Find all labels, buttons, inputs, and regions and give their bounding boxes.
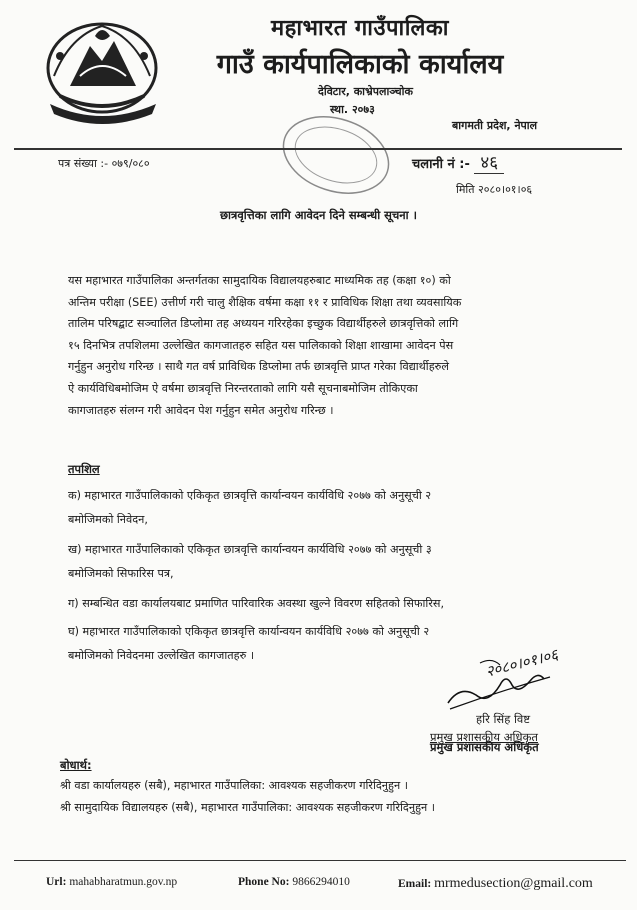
dispatch-label: चलानी नं :- <box>412 157 470 172</box>
cc-line: श्री वडा कार्यालयहरु (सबै), महाभारत गाउँपालिका: आवश्यक सहजीकरण गरिदिनुहुन । <box>60 779 408 792</box>
signature-date: २०८०।०१।०६ <box>483 645 560 681</box>
list-item-line: बमोजिमको निवेदन, <box>68 513 148 526</box>
official-stamp-icon <box>276 112 396 198</box>
established-year: स्था. २०७३ <box>330 103 375 116</box>
email-value: mrmedusection@gmail.com <box>434 876 593 891</box>
list-item <box>68 538 568 586</box>
footer-url <box>46 876 177 888</box>
email-label: Email: <box>398 878 432 890</box>
body-line: यस महाभारत गाउँपालिका अन्तर्गतका सामुदायिक विद्यालयहरुबाट माध्यमिक तह (कक्षा १०) को <box>68 274 451 287</box>
list-item-line: बमोजिमको सिफारिस पत्र, <box>68 567 174 580</box>
office-address: देविटार, काभ्रेपलाञ्चोक <box>318 85 413 98</box>
footer-phone <box>238 876 350 888</box>
dispatch-value: ४६ <box>474 153 504 174</box>
notice-subject: छात्रवृत्तिका लागि आवेदन दिने सम्बन्धी सूचना । <box>220 208 417 222</box>
province-name: बागमती प्रदेश, नेपाल <box>452 119 538 132</box>
details-heading: तपशिल <box>68 462 100 476</box>
body-line: अन्तिम परीक्षा (SEE) उत्तीर्ण गरी चालु शैक्षिक वर्षमा कक्षा ११ र प्राविधिक शिक्षा तथा व्यवसायिक <box>68 295 462 309</box>
signatory-title: प्रमुख प्रशासकीय अधिकृत <box>430 730 538 744</box>
list-item-line: ख) महाभारत गाउँपालिकाको एकिकृत छात्रवृत्ति कार्यान्वयन कार्यविधि २०७७ को अनुसूची ३ <box>68 543 432 556</box>
phone-value: 9866294010 <box>292 876 350 888</box>
reference-number: पत्र संख्या :- ०७९/०८० <box>58 157 150 170</box>
url-label: Url: <box>46 876 67 888</box>
body-line: तालिम परिषद्बाट सञ्चालित डिप्लोमा तह अध्ययन गरिरहेका इच्छुक विद्यार्थीहरुले छात्रवृत्तिको लागि <box>68 317 459 331</box>
list-item <box>68 484 568 532</box>
office-name: गाउँ कार्यपालिकाको कार्यालय <box>216 49 504 80</box>
body-line: कागजातहरु संलग्न गरी आवेदन पेश गर्नुहुन समेत अनुरोध गरिन्छ । <box>68 403 334 417</box>
footer-divider <box>14 860 626 861</box>
body-line: गर्नुहुन अनुरोध गरिन्छ । साथै गत वर्ष प्राविधिक डिप्लोमा तर्फ छात्रवृत्ति प्राप्त गरेका विद्यार्थीहरुले <box>68 360 449 374</box>
body-line: १५ दिनभित्र तपशिलमा उल्लेखित कागजातहरु सहित यस पालिकाको शिक्षा शाखामा आवेदन पेस <box>68 338 454 352</box>
body-line: ऐ कार्यविधिबमोजिम ऐ वर्षमा छात्रवृत्ति निरन्तरताको लागि यसै सूचनाबमोजिम तोकिएका <box>68 381 418 395</box>
header-divider <box>14 148 622 150</box>
url-value: mahabharatmun.gov.np <box>69 876 178 888</box>
cc-line: श्री सामुदायिक विद्यालयहरु (सबै), महाभारत गाउँपालिका: आवश्यक सहजीकरण गरिदिनुहुन । <box>60 801 436 814</box>
dispatch-number <box>412 150 504 173</box>
list-item-line: घ) महाभारत गाउँपालिकाको एकिकृत छात्रवृत्ति कार्यान्वयन कार्यविधि २०७७ को अनुसूची २ <box>68 625 430 638</box>
signatory-name: हरि सिंह विष्ट <box>476 712 531 726</box>
cc-heading: बोधार्थ: <box>60 758 92 772</box>
municipality-name: महाभारत गाउँपालिका <box>271 15 449 41</box>
footer-email <box>398 876 593 892</box>
list-item <box>68 592 568 616</box>
issue-date: मिति २०८०।०१।०६ <box>456 183 533 196</box>
list-item-line: ग) सम्बन्धित वडा कार्यालयबाट प्रमाणित पारिवारिक अवस्था खुल्ने विवरण सहितको सिफारिस, <box>68 597 445 610</box>
list-item-line: क) महाभारत गाउँपालिकाको एकिकृत छात्रवृत्ति कार्यान्वयन कार्यविधि २०७७ को अनुसूची २ <box>68 489 432 502</box>
phone-label: Phone No: <box>238 876 290 888</box>
list-item-line: बमोजिमको निवेदनमा उल्लेखित कागजातहरु । <box>68 649 255 662</box>
notice-body <box>68 270 566 421</box>
nepal-government-emblem-icon <box>40 16 170 126</box>
signatory-title-stamp: प्रमुख प्रशासकीय अधिकृत <box>430 740 539 754</box>
